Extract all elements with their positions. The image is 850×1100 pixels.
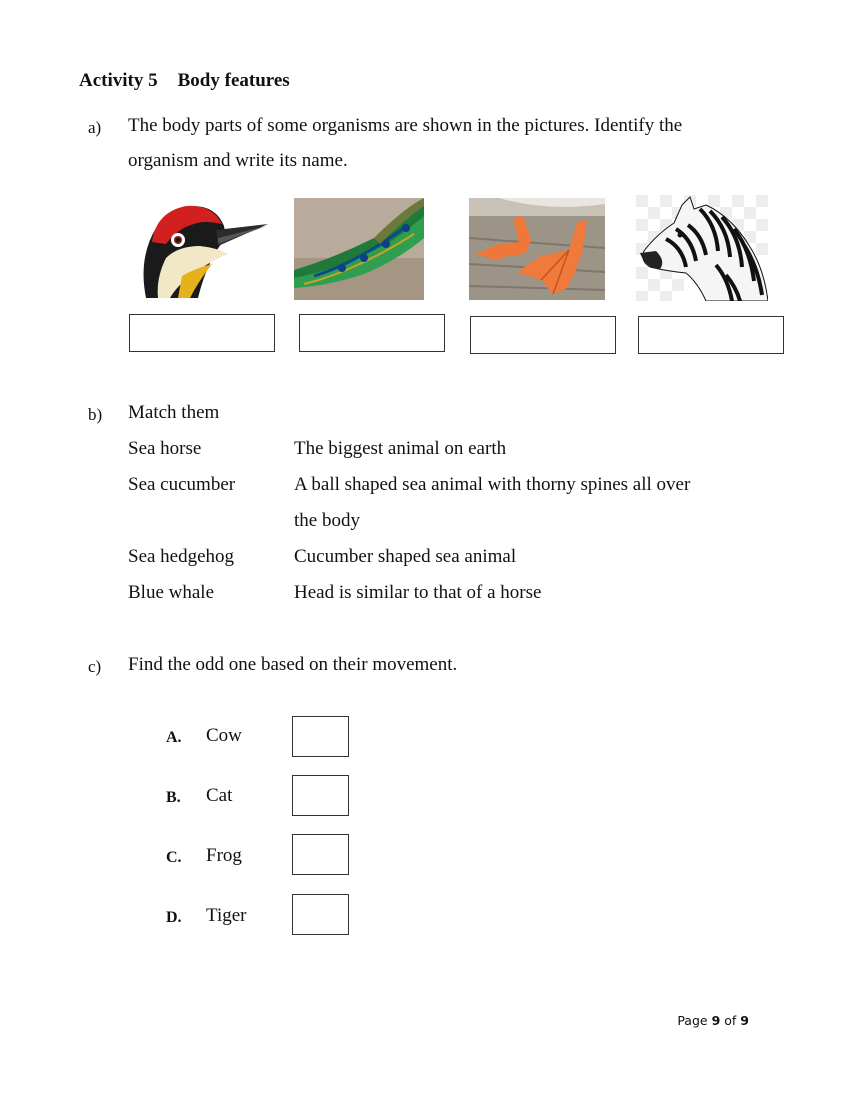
match-right-item-2-line-1: A ball shaped sea animal with thorny spines all over [294,474,691,495]
match-right-item-1: The biggest animal on earth [294,438,507,459]
zebra-head-icon [636,195,768,301]
match-left-item-1: Sea horse [128,438,202,459]
answer-box-picture-4[interactable] [638,316,784,354]
answer-box-picture-2[interactable] [299,314,445,352]
page-number-of: of [724,1013,737,1028]
match-right-item-2-line-2: the body [294,510,360,531]
woodpecker-head-icon [138,198,270,298]
option-b-text: Cat [206,785,233,806]
option-d-answer-box[interactable] [292,894,349,935]
option-c-text: Frog [206,845,242,866]
option-c-answer-box[interactable] [292,834,349,875]
option-b-answer-box[interactable] [292,775,349,816]
part-b-label: b) [88,405,103,424]
option-a-letter: A. [166,729,182,746]
match-left-item-4: Blue whale [128,582,215,603]
part-c-question: Find the odd one based on their movement. [128,654,458,675]
part-a-label: a) [88,118,102,137]
page-number-current: 9 [711,1013,721,1028]
option-b-letter: B. [166,789,181,806]
peacock-tail-icon [294,198,424,300]
option-a-answer-box[interactable] [292,716,349,757]
duck-feet-icon [469,198,605,300]
match-right-item-3: Cucumber shaped sea animal [294,546,517,567]
answer-box-picture-3[interactable] [470,316,616,354]
match-left-item-2: Sea cucumber [128,474,236,495]
page-number-total: 9 [740,1013,749,1028]
part-c-label: c) [88,657,102,676]
activity-number: Activity 5 [79,70,158,91]
activity-heading [79,70,290,92]
match-left-item-3: Sea hedgehog [128,546,235,567]
option-c-letter: C. [166,849,182,866]
option-d-text: Tiger [206,905,247,926]
match-right-item-4: Head is similar to that of a horse [294,582,542,603]
answer-box-picture-1[interactable] [129,314,275,352]
page-number-prefix: Page [677,1013,708,1028]
part-b-instruction: Match them [128,402,220,423]
part-a-question-line-2: organism and write its name. [128,150,348,171]
page-number [677,1013,749,1028]
part-a-question-line-1: The body parts of some organisms are shown in the pictures. Identify the [128,115,683,136]
option-a-text: Cow [206,725,242,746]
option-d-letter: D. [166,909,182,926]
activity-title: Body features [177,70,290,91]
